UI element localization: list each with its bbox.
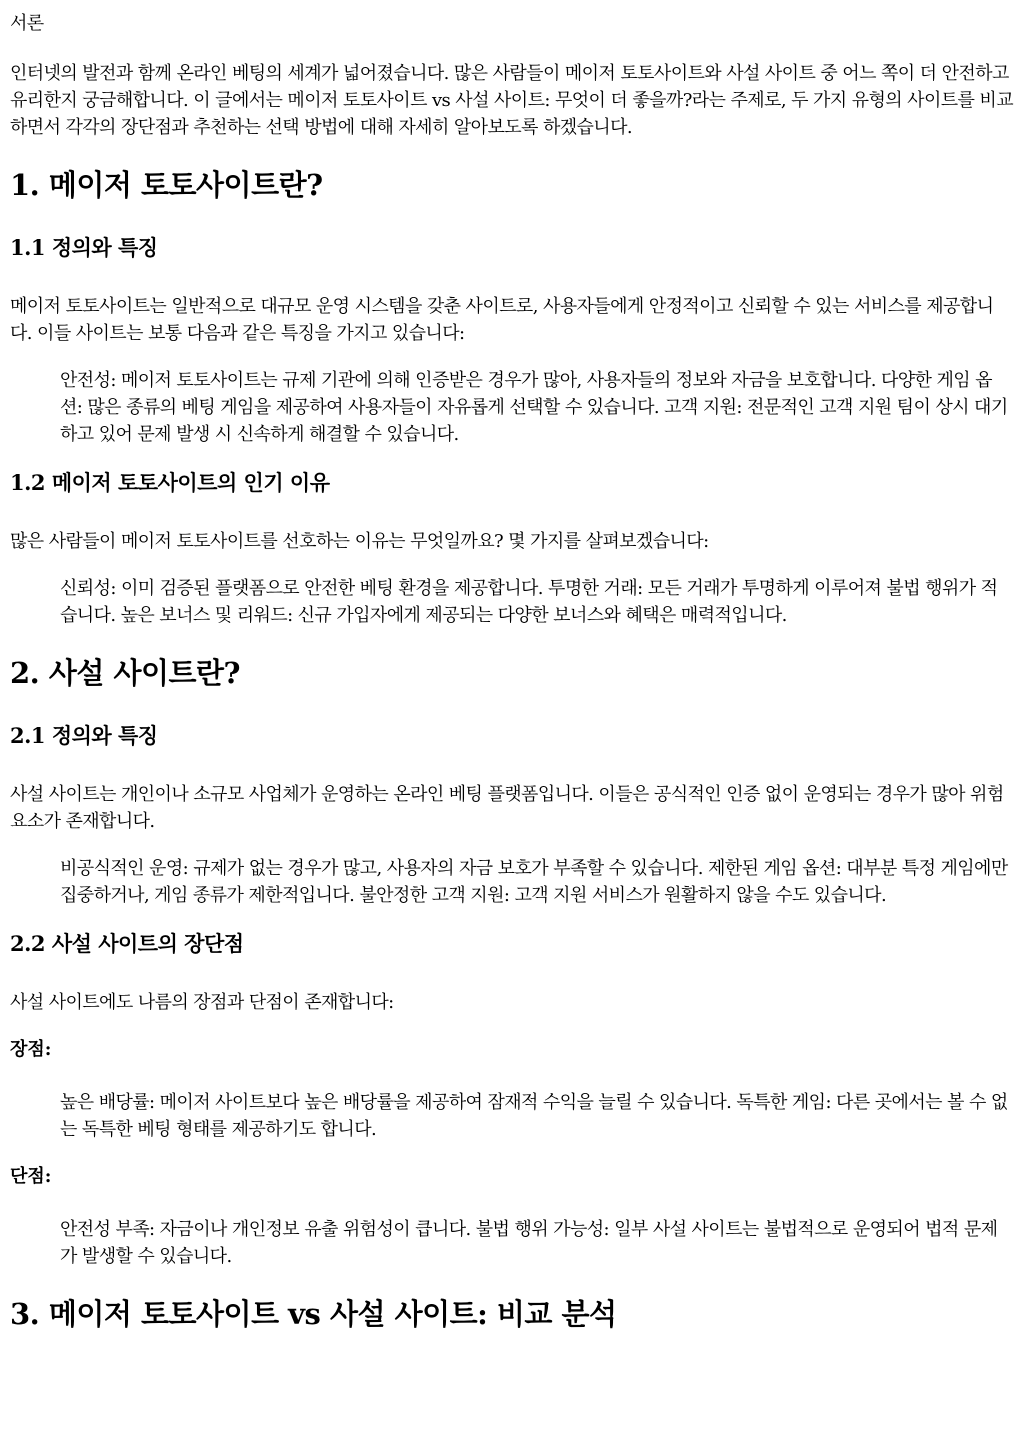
cons-quote: 안전성 부족: 자금이나 개인정보 유출 위험성이 큽니다. 불법 행위 가능성: 일부 사설 사이트는 불법적으로 운영되어 법적 문제가 발생할 수 있습니다. [60,1219,998,1267]
section-2-2-paragraph: 사설 사이트에도 나름의 장점과 단점이 존재합니다: [10,992,394,1013]
section-1-2-paragraph: 많은 사람들이 메이저 토토사이트를 선호하는 이유는 무엇일까요? 몇 가지를 살펴보겠습니다: [10,531,709,552]
pros-quote: 높은 배당률: 메이저 사이트보다 높은 배당률을 제공하여 잠재적 수익을 늘릴 수 있습니다. 독특한 게임: 다른 곳에서는 볼 수 없는 독특한 베팅 형태를 제공하기도 합니다. [60,1092,1008,1140]
section-2-1-quote: 비공식적인 운영: 규제가 없는 경우가 많고, 사용자의 자금 보호가 부족할 수 있습니다. 제한된 게임 옵션: 대부분 특정 게임에만 집중하거나, 게임 종류가 제한적입니다. 불안정한 고객 지원: 고객 지원 서비스가 원활하지 않을 수도 있습니다. [60,858,1008,906]
section-2-heading: 2. 사설 사이트란? [10,656,241,690]
section-1-1-heading: 1.1 정의와 특징 [10,235,158,260]
section-2-2-heading: 2.2 사설 사이트의 장단점 [10,931,244,956]
section-1-2-quote: 신뢰성: 이미 검증된 플랫폼으로 안전한 베팅 환경을 제공합니다. 투명한 거래: 모든 거래가 투명하게 이루어져 불법 행위가 적습니다. 높은 보너스 및 리워드: 신규 가입자에게 제공되는 다양한 보너스와 혜택은 매력적입니다. [60,578,998,626]
intro-label: 서론 [10,13,44,34]
cons-label: 단점: [10,1166,52,1187]
section-1-2-heading: 1.2 메이저 토토사이트의 인기 이유 [10,470,330,495]
section-1-1-paragraph: 메이저 토토사이트는 일반적으로 대규모 운영 시스템을 갖춘 사이트로, 사용자들에게 안정적이고 신뢰할 수 있는 서비스를 제공합니다. 이들 사이트는 보통 다음과 같은 특징을 가지고 있습니다: [10,296,994,344]
section-2-1-heading: 2.1 정의와 특징 [10,723,158,748]
section-1-1-quote: 안전성: 메이저 토토사이트는 규제 기관에 의해 인증받은 경우가 많아, 사용자들의 정보와 자금을 보호합니다. 다양한 게임 옵션: 많은 종류의 베팅 게임을 제공하여 사용자들이 자유롭게 선택할 수 있습니다. 고객 지원: 전문적인 고객 지원 팀이 상시 대기하고 있어 문제 발생 시 신속하게 해결할 수 있습니다. [60,370,1008,445]
intro-paragraph: 인터넷의 발전과 함께 온라인 베팅의 세계가 넓어졌습니다. 많은 사람들이 메이저 토토사이트와 사설 사이트 중 어느 쪽이 더 안전하고 유리한지 궁금해합니다. 이 글에서는 메이저 토토사이트 vs 사설 사이트: 무엇이 더 좋을까?라는 주제로, 두 가지 유형의 사이트를 비교하면서 각각의 장단점과 추천하는 선택 방법에 대해 자세히 알아보도록 하겠습니다. [10,63,1014,138]
pros-label: 장점: [10,1039,52,1060]
section-3-heading: 3. 메이저 토토사이트 vs 사설 사이트: 비교 분석 [10,1297,617,1331]
section-1-heading: 1. 메이저 토토사이트란? [10,168,323,202]
section-2-1-paragraph: 사설 사이트는 개인이나 소규모 사업체가 운영하는 온라인 베팅 플랫폼입니다. 이들은 공식적인 인증 없이 운영되는 경우가 많아 위험 요소가 존재합니다. [10,784,1004,832]
